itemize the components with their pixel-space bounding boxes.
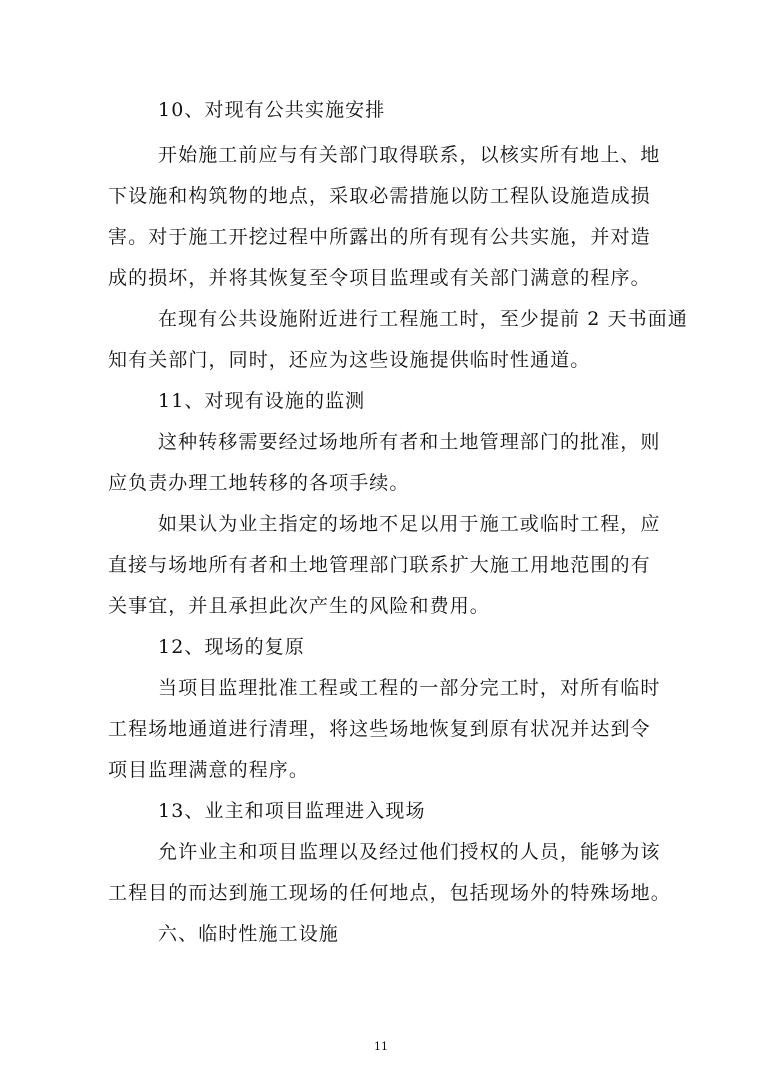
paragraph-line: 害。对于施工开挖过程中所露出的所有现有公共实施，并对造: [108, 226, 651, 248]
paragraph-line: 开始施工前应与有关部门取得联系，以核实所有地上、地: [158, 144, 661, 166]
paragraph-line: 关事宜，并且承担此次产生的风险和费用。: [108, 595, 490, 617]
paragraph-line: 工程场地通道进行清理，将这些场地恢复到原有状况并达到令: [108, 718, 651, 740]
section-heading-12: 12、现场的复原: [158, 636, 305, 658]
paragraph-line: 在现有公共设施附近进行工程施工时，至少提前 2 天书面通: [158, 308, 688, 330]
paragraph-line: 当项目监理批准工程或工程的一部分完工时，对所有临时: [158, 677, 661, 699]
paragraph-line: 这种转移需要经过场地所有者和土地管理部门的批准，则: [158, 431, 661, 453]
paragraph-line: 允许业主和项目监理以及经过他们授权的人员，能够为该: [158, 841, 661, 863]
paragraph-line: 项目监理满意的程序。: [108, 759, 310, 781]
chapter-heading-6: 六、临时性施工设施: [158, 923, 339, 945]
paragraph-line: 知有关部门，同时，还应为这些设施提供临时性通道。: [108, 349, 591, 371]
paragraph-line: 成的损坏，并将其恢复至令项目监理或有关部门满意的程序。: [108, 267, 651, 289]
section-heading-11: 11、对现有设施的监测: [158, 390, 366, 412]
paragraph-line: 工程目的而达到施工现场的任何地点，包括现场外的特殊场地。: [108, 882, 671, 904]
paragraph-line: 下设施和构筑物的地点，采取必需措施以防工程队设施造成损: [108, 185, 651, 207]
section-heading-13: 13、业主和项目监理进入现场: [158, 800, 426, 822]
paragraph-line: 直接与场地所有者和土地管理部门联系扩大施工用地范围的有: [108, 554, 651, 576]
paragraph-line: 应负责办理工地转移的各项手续。: [108, 472, 410, 494]
section-heading-10: 10、对现有公共实施安排: [158, 99, 386, 121]
paragraph-line: 如果认为业主指定的场地不足以用于施工或临时工程，应: [158, 513, 661, 535]
page-number: 11: [374, 1040, 388, 1053]
